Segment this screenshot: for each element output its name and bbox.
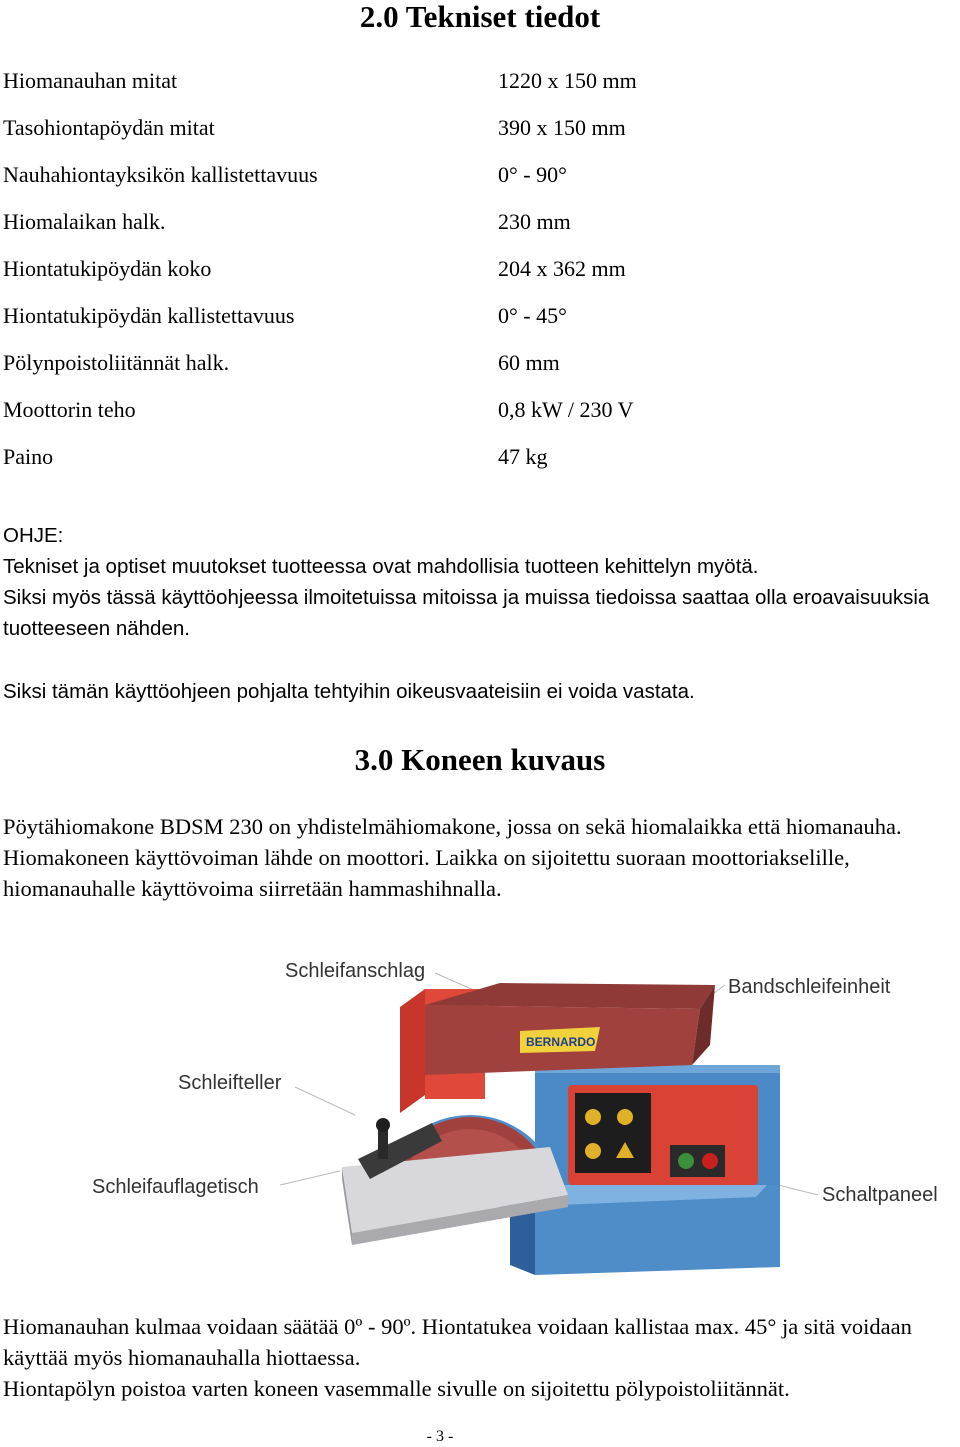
spec-value: 47 kg xyxy=(498,444,548,469)
spec-label: Hiontatukipöydän koko xyxy=(3,256,212,281)
callout-label: Schleifteller xyxy=(178,1072,282,1094)
spec-value: 1220 x 150 mm xyxy=(498,68,637,93)
note-block xyxy=(3,520,953,644)
section-title-koneen-kuvaus: 3.0 Koneen kuvaus xyxy=(354,742,606,777)
brand-label: BERNARDO xyxy=(526,1035,596,1049)
spec-label: Hiomanauhan mitat xyxy=(3,68,178,93)
spec-label: Nauhahiontayksikön kallistettavuus xyxy=(3,162,318,187)
page-number: - 3 - xyxy=(426,1428,454,1445)
spec-row xyxy=(3,254,943,284)
note-heading: OHJE: xyxy=(3,524,64,547)
spec-label: Hiomalaikan halk. xyxy=(3,209,166,234)
spec-value: 204 x 362 mm xyxy=(498,256,626,281)
spec-value: 60 mm xyxy=(498,350,560,375)
callout-label: Schleifanschlag xyxy=(285,960,426,982)
description-block xyxy=(3,811,953,904)
spec-row xyxy=(3,113,943,143)
spec-label: Moottorin teho xyxy=(3,397,136,422)
spec-value: 230 mm xyxy=(498,209,571,234)
section-title-tekniset-tiedot: 2.0 Tekniset tiedot xyxy=(359,0,601,34)
spec-label: Tasohiontapöydän mitat xyxy=(3,115,215,140)
footer-paragraph: Hiomanauhan kulmaa voidaan säätää 0º - 90º. Hiontatukea voidaan kallistaa max. 45° ja sitä voidaan käyttää myös hiomanauhalla hiottaessa. xyxy=(3,1314,912,1370)
spec-label: Pölynpoistoliitännät halk. xyxy=(3,350,230,375)
spec-value: 390 x 150 mm xyxy=(498,115,626,140)
description-paragraph: Hiomakoneen käyttövoiman lähde on moottori. Laikka on sijoitettu suoraan moottoriakselille, hiomanauhalle käyttövoima siirretään hammashihnalla. xyxy=(3,845,850,901)
spec-row xyxy=(3,395,943,425)
spec-label: Hiontatukipöydän kallistettavuus xyxy=(3,303,295,328)
sanding-belt xyxy=(425,983,715,1075)
callout-label: Schleifauflagetisch xyxy=(92,1176,259,1198)
control-panel xyxy=(568,1085,758,1185)
machine-figure xyxy=(80,945,960,1275)
spec-label: Paino xyxy=(3,444,54,469)
note-line: Siksi myös tässä käyttöohjeessa ilmoitetuissa mitoissa ja muissa tiedoissa saattaa olla eroavaisuuksia tuotteeseen nähden. xyxy=(3,586,930,640)
spec-row xyxy=(3,66,943,96)
description-paragraph: Pöytähiomakone BDSM 230 on yhdistelmähiomakone, jossa on sekä hiomalaikka että hiomanauha. xyxy=(3,814,902,839)
note-line: Tekniset ja optiset muutokset tuotteessa ovat mahdollisia tuotteen kehittelyn myötä. xyxy=(3,555,759,578)
note-disclaimer: Siksi tämän käyttöohjeen pohjalta tehtyihin oikeusvaateisiin ei voida vastata. xyxy=(3,680,695,703)
spec-row xyxy=(3,348,943,378)
spec-row xyxy=(3,442,943,472)
spec-row xyxy=(3,207,943,237)
footer-paragraph: Hiontapölyn poistoa varten koneen vasemmalle sivulle on sijoitettu pölypoistoliitännät. xyxy=(3,1376,790,1401)
spec-value: 0° - 90° xyxy=(498,162,567,187)
callout-label: Schaltpaneel xyxy=(822,1184,938,1206)
callout-label: Bandschleifeinheit xyxy=(728,976,891,998)
footer-block xyxy=(3,1311,953,1404)
spec-row xyxy=(3,301,943,331)
spec-value: 0° - 45° xyxy=(498,303,567,328)
spec-value: 0,8 kW / 230 V xyxy=(498,397,634,422)
spec-row xyxy=(3,160,943,190)
